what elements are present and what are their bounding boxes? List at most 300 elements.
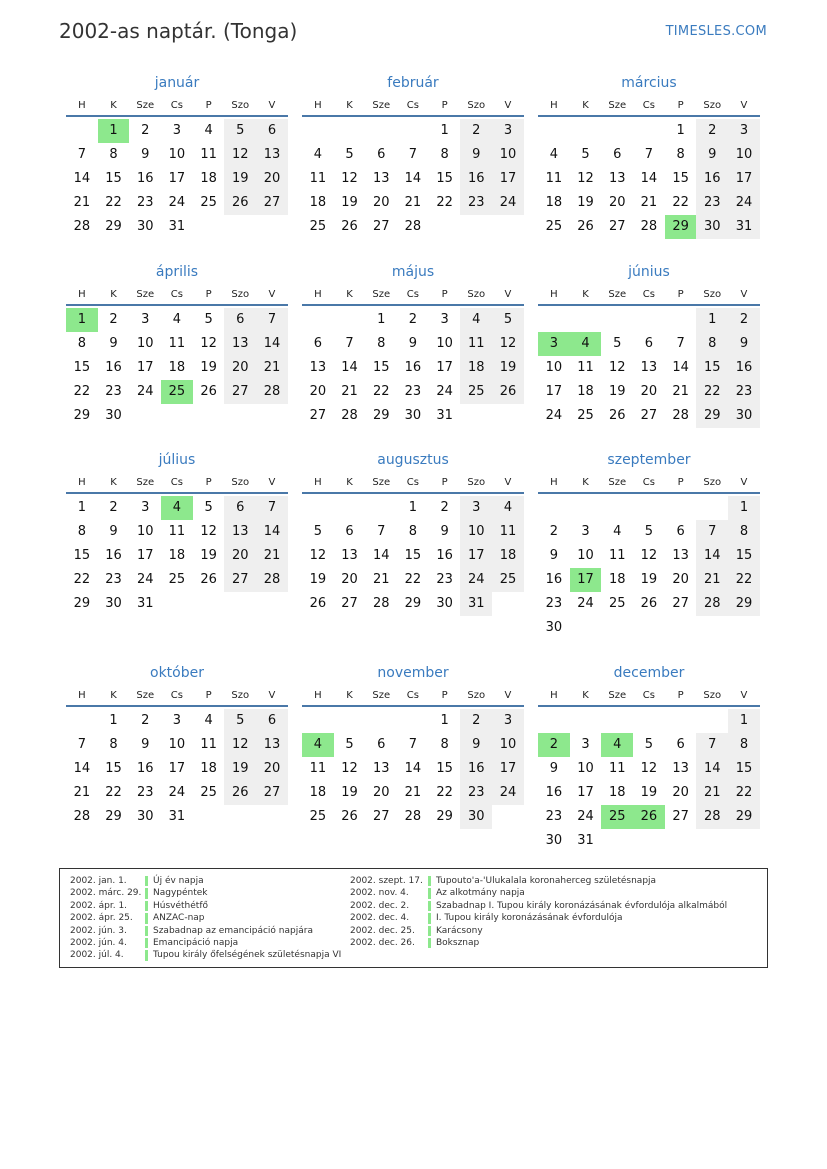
week-row bbox=[66, 592, 288, 616]
day-cell: 1 bbox=[77, 500, 86, 515]
day-cell: 19 bbox=[200, 548, 217, 563]
day-cell: 21 bbox=[696, 781, 728, 805]
day-cell: 22 bbox=[728, 568, 760, 592]
day-cell: 3 bbox=[581, 524, 590, 539]
empty-cell bbox=[224, 592, 256, 616]
day-cell: 28 bbox=[404, 809, 422, 824]
day-cell: 25 bbox=[460, 380, 492, 404]
empty-cell bbox=[334, 308, 366, 332]
weekday-label: Sze bbox=[136, 477, 155, 488]
month-10 bbox=[302, 664, 524, 853]
week-row bbox=[538, 496, 760, 520]
holiday-name: I. Tupou király koronázásának évfordulója bbox=[436, 913, 623, 924]
day-cell: 23 bbox=[696, 191, 728, 215]
empty-cell bbox=[302, 308, 334, 332]
day-cell: 31 bbox=[168, 809, 186, 824]
day-cell: 21 bbox=[341, 384, 358, 399]
day-cell: 6 bbox=[613, 147, 622, 162]
day-cell: 13 bbox=[309, 360, 327, 375]
day-cell: 19 bbox=[577, 195, 594, 210]
day-cell: 15 bbox=[73, 360, 91, 375]
empty-cell bbox=[256, 805, 288, 829]
empty-cell bbox=[256, 592, 288, 616]
empty-cell bbox=[538, 709, 570, 733]
month-6 bbox=[66, 451, 288, 640]
day-cell: 29 bbox=[696, 404, 728, 428]
day-cell: 18 bbox=[200, 761, 217, 776]
day-cell: 19 bbox=[200, 360, 217, 375]
day-cell: 30 bbox=[136, 219, 154, 234]
week-row bbox=[66, 143, 288, 167]
day-cell: 16 bbox=[404, 360, 422, 375]
day-cell: 26 bbox=[633, 805, 665, 829]
weekday-label: H bbox=[314, 289, 322, 300]
weekday-label: P bbox=[677, 690, 684, 701]
weekday-label: Sze bbox=[372, 289, 391, 300]
day-cell: 15 bbox=[372, 360, 390, 375]
weekday-label: Sze bbox=[608, 100, 627, 111]
weekday-label: H bbox=[314, 477, 322, 488]
weekday-label: H bbox=[550, 100, 558, 111]
day-cell: 14 bbox=[256, 332, 288, 356]
holiday-marker bbox=[428, 938, 431, 948]
day-cell: 30 bbox=[460, 805, 492, 829]
day-cell: 9 bbox=[460, 143, 492, 167]
week-row bbox=[66, 733, 288, 757]
day-cell: 20 bbox=[672, 785, 689, 800]
day-cell: 20 bbox=[341, 572, 358, 587]
week-row bbox=[302, 520, 524, 544]
day-cell: 5 bbox=[644, 524, 654, 539]
day-cell: 15 bbox=[436, 761, 453, 776]
holiday-marker bbox=[428, 913, 431, 923]
weekday-label: K bbox=[110, 100, 117, 111]
month-4 bbox=[302, 263, 524, 428]
day-cell: 7 bbox=[377, 524, 386, 539]
day-cell: 27 bbox=[672, 596, 689, 611]
day-cell: 27 bbox=[224, 380, 256, 404]
day-cell: 28 bbox=[341, 408, 358, 423]
weekday-label: P bbox=[677, 289, 684, 300]
day-cell: 23 bbox=[460, 781, 492, 805]
day-cell: 18 bbox=[608, 572, 626, 587]
day-cell: 16 bbox=[105, 548, 122, 563]
day-cell: 9 bbox=[408, 336, 418, 351]
day-cell: 11 bbox=[577, 360, 594, 375]
empty-cell bbox=[665, 308, 697, 332]
empty-cell bbox=[538, 308, 570, 332]
day-cell: 4 bbox=[601, 733, 633, 757]
week-row bbox=[538, 308, 760, 332]
holiday-marker bbox=[145, 876, 148, 886]
empty-cell bbox=[633, 829, 665, 853]
day-cell: 26 bbox=[577, 219, 594, 234]
day-cell: 14 bbox=[73, 171, 91, 186]
brand-link[interactable]: TIMESLES.COM bbox=[665, 24, 767, 39]
empty-cell bbox=[665, 709, 697, 733]
month-name: június bbox=[628, 264, 670, 280]
weekday-label: Szo bbox=[231, 690, 250, 701]
weekday-header bbox=[66, 475, 288, 494]
week-row bbox=[66, 496, 288, 520]
empty-cell bbox=[365, 119, 397, 143]
weekday-label: H bbox=[550, 289, 558, 300]
legend-row bbox=[350, 887, 727, 899]
day-cell: 6 bbox=[377, 737, 386, 752]
day-cell: 4 bbox=[570, 332, 602, 356]
day-cell: 21 bbox=[672, 384, 689, 399]
day-cell: 19 bbox=[640, 572, 658, 587]
empty-cell bbox=[601, 308, 633, 332]
day-cell: 8 bbox=[676, 147, 685, 162]
weekday-label: Cs bbox=[170, 100, 183, 111]
day-cell: 31 bbox=[460, 592, 492, 616]
empty-cell bbox=[665, 829, 697, 853]
week-row bbox=[66, 544, 288, 568]
empty-cell bbox=[633, 308, 665, 332]
week-row bbox=[538, 215, 760, 239]
day-cell: 21 bbox=[73, 785, 91, 800]
day-cell: 21 bbox=[372, 572, 390, 587]
day-cell: 21 bbox=[696, 568, 728, 592]
holiday-date: 2002. jan. 1. bbox=[70, 876, 127, 886]
day-cell: 23 bbox=[105, 384, 122, 399]
day-cell: 6 bbox=[313, 336, 322, 351]
weekday-label: V bbox=[740, 690, 748, 701]
weekday-header bbox=[302, 688, 524, 707]
week-row bbox=[302, 544, 524, 568]
weekday-label: P bbox=[677, 100, 684, 111]
week-row bbox=[66, 356, 288, 380]
weekday-header bbox=[538, 287, 760, 306]
day-cell: 13 bbox=[672, 761, 689, 776]
day-cell: 9 bbox=[109, 524, 118, 539]
week-row bbox=[538, 119, 760, 143]
day-cell: 1 bbox=[377, 312, 386, 327]
day-cell: 29 bbox=[73, 596, 91, 611]
day-cell: 6 bbox=[676, 524, 685, 539]
day-cell: 25 bbox=[492, 568, 524, 592]
day-cell: 10 bbox=[168, 147, 186, 162]
day-cell: 17 bbox=[136, 360, 154, 375]
empty-cell bbox=[224, 805, 256, 829]
day-cell: 18 bbox=[168, 360, 186, 375]
empty-cell bbox=[492, 404, 524, 428]
day-cell: 13 bbox=[640, 360, 658, 375]
legend-row bbox=[70, 912, 341, 924]
day-cell: 11 bbox=[309, 761, 327, 776]
day-cell: 22 bbox=[436, 785, 453, 800]
day-cell: 20 bbox=[608, 195, 626, 210]
month-name: október bbox=[150, 665, 204, 681]
day-cell: 25 bbox=[577, 408, 594, 423]
day-cell: 23 bbox=[728, 380, 760, 404]
weekday-label: P bbox=[441, 477, 448, 488]
legend-column-right bbox=[350, 875, 727, 949]
weekday-label: P bbox=[441, 289, 448, 300]
day-cell: 11 bbox=[200, 737, 217, 752]
day-cell: 21 bbox=[404, 785, 422, 800]
day-cell: 23 bbox=[136, 785, 154, 800]
holiday-marker bbox=[145, 938, 148, 948]
day-cell: 19 bbox=[341, 785, 358, 800]
day-cell: 3 bbox=[172, 713, 182, 728]
day-cell: 7 bbox=[696, 733, 728, 757]
weekday-label: V bbox=[504, 690, 512, 701]
day-cell: 3 bbox=[492, 709, 524, 733]
day-cell: 12 bbox=[577, 171, 594, 186]
day-cell: 18 bbox=[460, 356, 492, 380]
day-cell: 12 bbox=[224, 733, 256, 757]
day-cell: 10 bbox=[436, 336, 453, 351]
day-cell: 1 bbox=[676, 123, 685, 138]
empty-cell bbox=[492, 805, 524, 829]
day-cell: 29 bbox=[436, 809, 453, 824]
weekday-label: Sze bbox=[136, 690, 155, 701]
weekday-label: Sze bbox=[608, 289, 627, 300]
day-cell: 18 bbox=[577, 384, 594, 399]
weekday-label: H bbox=[78, 100, 86, 111]
day-cell: 25 bbox=[309, 809, 327, 824]
week-row bbox=[66, 757, 288, 781]
day-cell: 23 bbox=[545, 596, 563, 611]
weekday-label: H bbox=[550, 690, 558, 701]
day-cell: 5 bbox=[224, 119, 256, 143]
day-cell: 7 bbox=[345, 336, 354, 351]
weekday-header bbox=[538, 688, 760, 707]
empty-cell bbox=[224, 404, 256, 428]
day-cell: 15 bbox=[728, 544, 760, 568]
day-cell: 2 bbox=[538, 733, 570, 757]
weekday-label: K bbox=[346, 289, 353, 300]
day-cell: 11 bbox=[200, 147, 217, 162]
day-cell: 27 bbox=[640, 408, 658, 423]
month-name: február bbox=[387, 75, 439, 91]
day-cell: 9 bbox=[728, 332, 760, 356]
weekday-header bbox=[302, 475, 524, 494]
day-cell: 3 bbox=[141, 312, 150, 327]
day-cell: 19 bbox=[224, 757, 256, 781]
month-row bbox=[66, 74, 760, 239]
week-row bbox=[538, 757, 760, 781]
empty-cell bbox=[633, 616, 665, 640]
day-cell: 9 bbox=[460, 733, 492, 757]
empty-cell bbox=[696, 829, 728, 853]
day-cell: 4 bbox=[161, 496, 193, 520]
day-cell: 22 bbox=[105, 195, 122, 210]
day-cell: 3 bbox=[492, 119, 524, 143]
legend-row bbox=[350, 900, 727, 912]
week-row bbox=[302, 332, 524, 356]
day-cell: 4 bbox=[313, 147, 322, 162]
day-cell: 21 bbox=[256, 544, 288, 568]
day-cell: 10 bbox=[545, 360, 563, 375]
day-cell: 1 bbox=[728, 496, 760, 520]
empty-cell bbox=[633, 119, 665, 143]
day-cell: 4 bbox=[302, 733, 334, 757]
day-cell: 31 bbox=[168, 219, 186, 234]
legend-row bbox=[70, 937, 341, 949]
weekday-label: Sze bbox=[136, 100, 155, 111]
empty-cell bbox=[601, 616, 633, 640]
empty-cell bbox=[696, 496, 728, 520]
weekday-label: H bbox=[78, 690, 86, 701]
day-cell: 11 bbox=[492, 520, 524, 544]
day-cell: 1 bbox=[440, 123, 449, 138]
week-row bbox=[302, 404, 524, 428]
week-row bbox=[302, 143, 524, 167]
holiday-marker bbox=[428, 901, 431, 911]
day-cell: 20 bbox=[224, 356, 256, 380]
weekday-label: V bbox=[268, 100, 276, 111]
day-cell: 8 bbox=[696, 332, 728, 356]
holiday-marker bbox=[145, 926, 148, 936]
holiday-date: 2002. júl. 4. bbox=[70, 950, 124, 961]
day-cell: 5 bbox=[313, 524, 322, 539]
day-cell: 27 bbox=[224, 568, 256, 592]
weekday-label: Sze bbox=[608, 477, 627, 488]
week-row bbox=[538, 356, 760, 380]
day-cell: 28 bbox=[256, 380, 288, 404]
day-cell: 13 bbox=[672, 548, 689, 563]
day-cell: 30 bbox=[136, 809, 154, 824]
legend-row bbox=[350, 875, 727, 887]
month-11 bbox=[538, 664, 760, 853]
day-cell: 1 bbox=[440, 713, 449, 728]
day-cell: 21 bbox=[73, 195, 91, 210]
day-cell: 26 bbox=[341, 809, 358, 824]
day-cell: 16 bbox=[545, 785, 563, 800]
day-cell: 13 bbox=[341, 548, 358, 563]
week-row bbox=[538, 709, 760, 733]
week-row bbox=[66, 119, 288, 143]
week-row bbox=[302, 781, 524, 805]
empty-cell bbox=[665, 496, 697, 520]
day-cell: 9 bbox=[141, 147, 150, 162]
day-cell: 21 bbox=[404, 195, 422, 210]
day-cell: 14 bbox=[404, 761, 422, 776]
weekday-label: K bbox=[346, 100, 353, 111]
empty-cell bbox=[365, 496, 397, 520]
day-cell: 22 bbox=[404, 572, 422, 587]
day-cell: 22 bbox=[105, 785, 122, 800]
day-cell: 21 bbox=[640, 195, 658, 210]
holiday-marker bbox=[428, 876, 431, 886]
day-cell: 4 bbox=[204, 123, 213, 138]
empty-cell bbox=[256, 215, 288, 239]
holiday-date: 2002. dec. 4. bbox=[350, 913, 410, 924]
day-cell: 24 bbox=[136, 384, 154, 399]
day-cell: 13 bbox=[372, 171, 390, 186]
week-row bbox=[538, 781, 760, 805]
day-cell: 20 bbox=[372, 785, 390, 800]
day-cell: 18 bbox=[608, 785, 626, 800]
empty-cell bbox=[193, 404, 225, 428]
day-cell: 7 bbox=[256, 308, 288, 332]
day-cell: 24 bbox=[168, 785, 186, 800]
week-row bbox=[538, 616, 760, 640]
day-cell: 27 bbox=[372, 809, 390, 824]
weekday-header bbox=[66, 287, 288, 306]
weekday-label: Cs bbox=[406, 100, 419, 111]
holiday-name: Nagypéntek bbox=[153, 888, 208, 899]
week-row bbox=[538, 167, 760, 191]
day-cell: 7 bbox=[644, 147, 654, 162]
day-cell: 7 bbox=[408, 147, 418, 162]
day-cell: 1 bbox=[109, 713, 118, 728]
legend-row bbox=[70, 887, 341, 899]
day-cell: 10 bbox=[728, 143, 760, 167]
day-cell: 17 bbox=[136, 548, 154, 563]
day-cell: 9 bbox=[141, 737, 150, 752]
holiday-date: 2002. márc. 29. bbox=[70, 888, 142, 899]
day-cell: 14 bbox=[341, 360, 358, 375]
month-name: augusztus bbox=[377, 452, 449, 468]
day-cell: 6 bbox=[345, 524, 354, 539]
day-cell: 7 bbox=[256, 496, 288, 520]
day-cell: 2 bbox=[408, 312, 418, 327]
empty-cell bbox=[601, 119, 633, 143]
empty-cell bbox=[256, 404, 288, 428]
weekday-header bbox=[538, 98, 760, 117]
day-cell: 25 bbox=[608, 596, 626, 611]
legend-row bbox=[70, 949, 341, 961]
day-cell: 15 bbox=[105, 171, 122, 186]
week-row bbox=[66, 404, 288, 428]
month-row bbox=[66, 664, 760, 853]
day-cell: 18 bbox=[309, 785, 327, 800]
week-row bbox=[538, 143, 760, 167]
month-7 bbox=[302, 451, 524, 640]
day-cell: 17 bbox=[577, 785, 594, 800]
day-cell: 17 bbox=[545, 384, 563, 399]
day-cell: 15 bbox=[696, 356, 728, 380]
day-cell: 6 bbox=[224, 308, 256, 332]
holiday-name: Emancipáció napja bbox=[153, 937, 239, 948]
day-cell: 4 bbox=[204, 713, 213, 728]
week-row bbox=[66, 568, 288, 592]
day-cell: 27 bbox=[672, 809, 689, 824]
day-cell: 6 bbox=[224, 496, 256, 520]
week-row bbox=[302, 592, 524, 616]
legend-row bbox=[70, 900, 341, 912]
holiday-date: 2002. jún. 4. bbox=[70, 937, 127, 948]
day-cell: 3 bbox=[728, 119, 760, 143]
empty-cell bbox=[334, 119, 366, 143]
day-cell: 25 bbox=[309, 219, 327, 234]
day-cell: 26 bbox=[640, 596, 658, 611]
day-cell: 3 bbox=[440, 312, 449, 327]
day-cell: 12 bbox=[341, 761, 358, 776]
empty-cell bbox=[193, 805, 225, 829]
empty-cell bbox=[570, 308, 602, 332]
day-cell: 26 bbox=[492, 380, 524, 404]
empty-cell bbox=[633, 496, 665, 520]
week-row bbox=[66, 805, 288, 829]
holiday-date: 2002. dec. 26. bbox=[350, 937, 415, 948]
day-cell: 6 bbox=[644, 336, 654, 351]
day-cell: 23 bbox=[105, 572, 122, 587]
holiday-name: Karácsony bbox=[436, 925, 483, 936]
day-cell: 30 bbox=[545, 620, 563, 635]
day-cell: 29 bbox=[665, 215, 697, 239]
day-cell: 20 bbox=[256, 757, 288, 781]
weekday-label: P bbox=[205, 477, 212, 488]
day-cell: 29 bbox=[372, 408, 390, 423]
month-8 bbox=[538, 451, 760, 640]
day-cell: 8 bbox=[440, 737, 449, 752]
day-cell: 12 bbox=[200, 524, 217, 539]
